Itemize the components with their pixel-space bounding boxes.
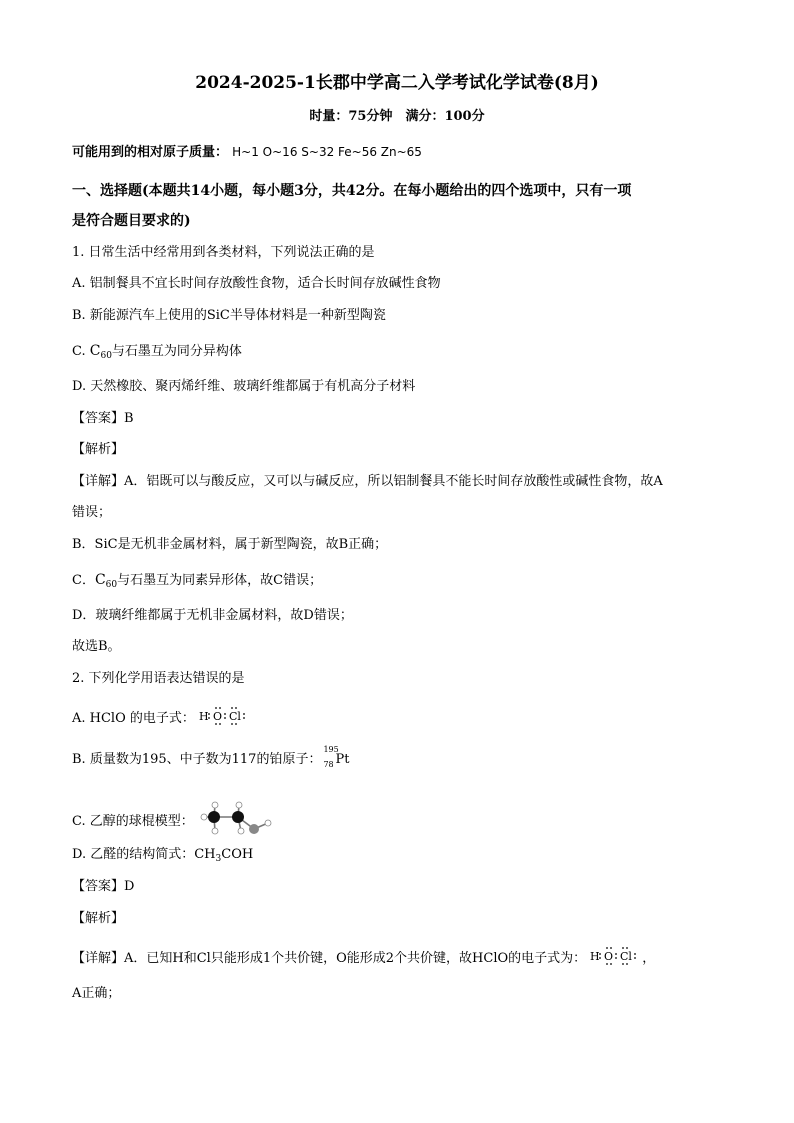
q1-option-c-prefix: C. [72,344,90,359]
q2-detail-a-text: 【详解】A．已知H和Cl只能形成1个共价键，O能形成2个共价键，故HClO的电子式为： [72,951,587,966]
q1-stem: 1. 日常生活中经常用到各类材料，下列说法正确的是 [72,245,375,260]
q1-detail-b: B．SiC是无机非金属材料，属于新型陶瓷，故B正确； [72,537,388,552]
q1-option-d: D. 天然橡胶、聚丙烯纤维、玻璃纤维都属于有机高分子材料 [72,379,416,394]
q2-stem: 2. 下列化学用语表达错误的是 [72,671,245,686]
q2-detail-a-line2: A正确； [72,986,121,1001]
q1-detail-c-suffix: 与石墨互为同素异形体，故C错误； [117,573,323,588]
hclo-lewis-structure [590,946,642,972]
q1-option-c-suffix: 与石墨互为同分异构体 [111,344,242,359]
hclo-wrong-lewis-structure [199,706,251,732]
section1-heading-line2: 是符合题目要求的) [72,213,191,229]
lewis-o: O [213,710,223,723]
q2-detail-a-comma: ， [642,951,656,966]
lewis-cl: Cl [229,710,241,723]
q2-option-d [72,846,253,868]
pt-nuclide-notation [321,745,339,769]
atomic-masses-line [72,143,422,162]
q1-detail-c-prefix: C． [72,573,95,588]
exam-subtitle: 时量：75分钟 满分：100分 [309,109,485,124]
q2-option-a-prefix: A. HClO 的电子式： [72,711,195,726]
q1-detail-a-line1: 【详解】A．铝既可以与酸反应，又可以与碱反应，所以铝制餐具不能长时间存放酸性或碱性食物，故A [72,474,663,489]
acetaldehyde-formula-subscript: 3 [215,854,222,864]
q2-option-b-prefix: B. 质量数为195、中子数为117的铂原子： [72,752,322,767]
pt-symbol: Pt [335,752,350,767]
q2-option-b [72,745,350,769]
q1-analysis-label: 【解析】 [72,442,125,457]
exam-title: 2024-2025-1长郡中学高二入学考试化学试卷(8月) [195,73,599,93]
q1-conclusion: 故选B。 [72,639,121,654]
ethanol-ball-and-stick-model [198,801,282,847]
pt-mass-number: 195 [323,745,339,754]
q1-c60-subscript: 60 [100,351,112,361]
q2-option-c [72,801,282,847]
q1-option-c [72,342,242,365]
q1-option-b: B. 新能源汽车上使用的SiC半导体材料是一种新型陶瓷 [72,308,386,323]
q1-detail-c60-subscript: 60 [105,580,118,590]
acetaldehyde-formula-part1: CH [194,847,216,862]
atomic-masses-values: H~1 O~16 S~32 Fe~56 Zn~65 [232,145,422,159]
lewis-h: H [199,710,209,723]
detail-lewis-cl: Cl [620,950,633,963]
q2-option-c-prefix: C. 乙醇的球棍模型： [72,814,194,829]
q1-detail-c60-formula: C [94,572,106,588]
section1-heading-line1: 一、选择题(本题共14小题，每小题3分，共42分。在每小题给出的四个选项中，只有一项 [72,183,632,199]
q1-answer: 【答案】B [72,411,134,426]
q2-detail-a-line1 [72,946,655,972]
q1-option-a: A. 铝制餐具不宜长时间存放酸性食物，适合长时间存放碱性食物 [72,276,441,291]
q1-detail-c [72,571,322,594]
q1-detail-d: D．玻璃纤维都属于无机非金属材料，故D错误； [72,608,353,623]
q2-option-d-prefix: D. 乙醛的结构简式： [72,847,195,862]
q2-answer: 【答案】D [72,879,135,894]
pt-atomic-number: 78 [323,760,334,769]
atomic-masses-label: 可能用到的相对原子质量： [72,145,229,160]
q1-detail-a-line2: 错误； [72,505,112,520]
detail-lewis-o: O [604,950,614,963]
q2-option-a [72,706,251,732]
detail-lewis-h: H [590,950,600,963]
q2-analysis-label: 【解析】 [72,911,125,926]
q1-c60-formula: C [89,343,101,359]
acetaldehyde-formula-part2: COH [221,847,254,862]
